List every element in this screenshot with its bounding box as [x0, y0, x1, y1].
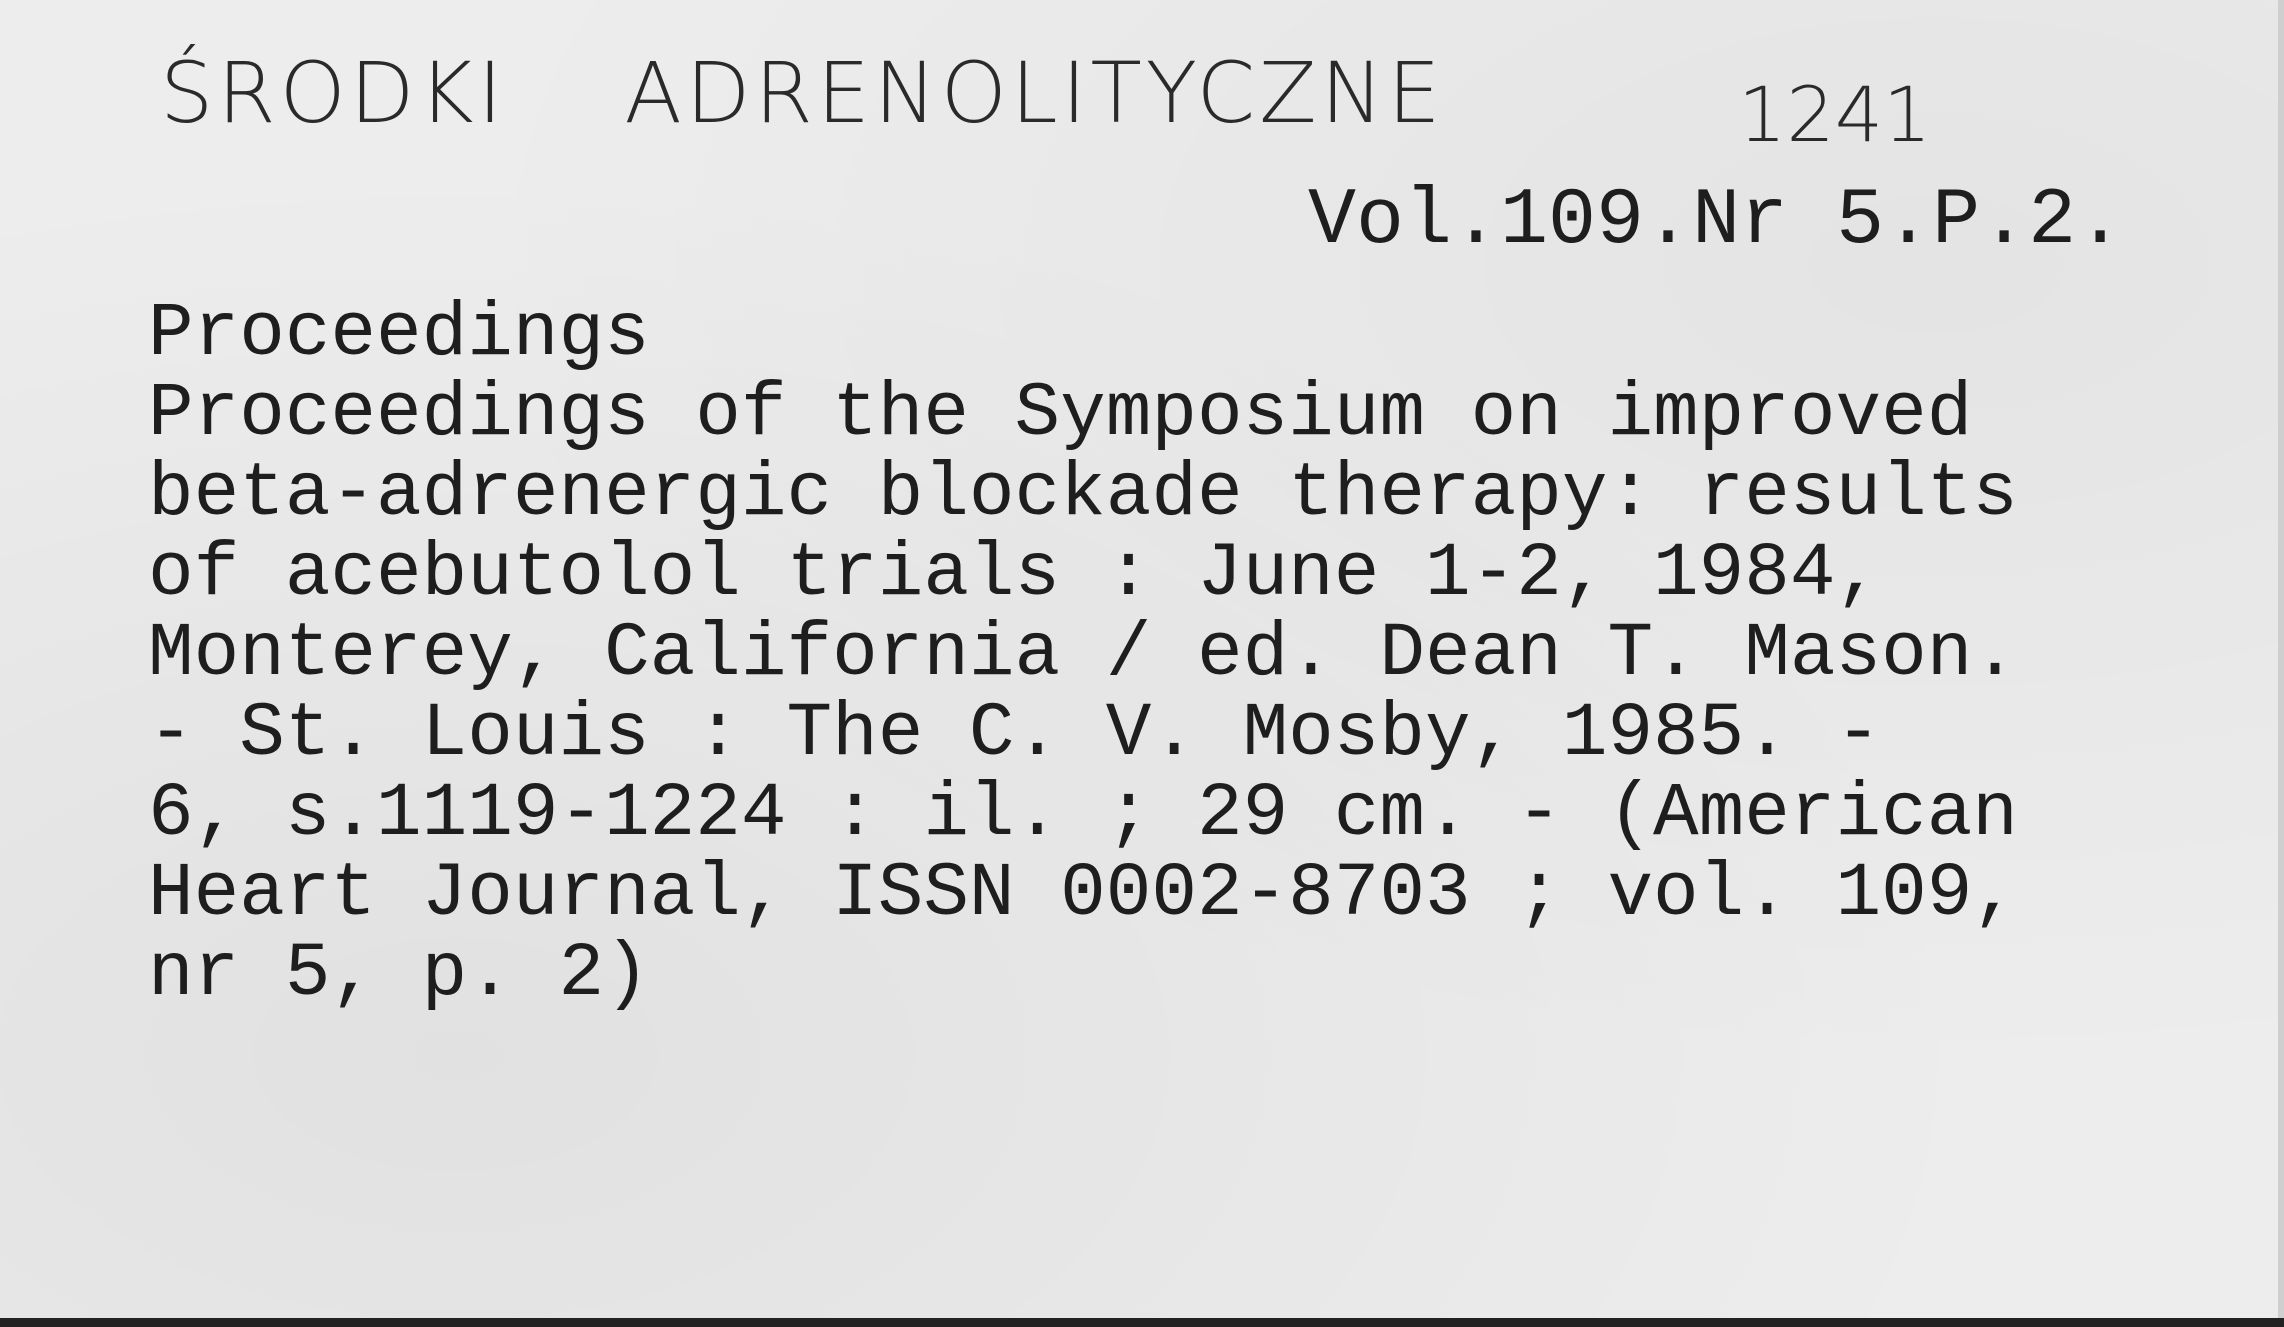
- description-line: - St. Louis : The C. V. Mosby, 1985. -: [148, 691, 1882, 777]
- description-line: Proceedings: [148, 291, 650, 377]
- volume-reference: Vol.109.Nr 5.P.2.: [1308, 176, 2125, 267]
- subject-heading-word2: ADRENOLITYCZNE: [624, 44, 1445, 142]
- bibliographic-description: [148, 291, 2018, 1017]
- description-line: Monterey, California / ed. Dean T. Mason.: [148, 611, 2018, 697]
- card-bottom-edge: [0, 1318, 2284, 1327]
- description-line: Proceedings of the Symposium on improved: [148, 371, 1973, 457]
- description-line: Heart Journal, ISSN 0002-8703 ; vol. 109,: [148, 851, 2018, 937]
- subject-heading: [160, 44, 1445, 142]
- description-line: beta-adrenergic blockade therapy: results: [148, 451, 2018, 537]
- subject-heading-word1: ŚRODKI: [160, 44, 507, 142]
- record-number: 1241: [1738, 70, 1932, 159]
- description-line: nr 5, p. 2): [148, 931, 650, 1017]
- description-line: 6, s.1119-1224 : il. ; 29 cm. - (American: [148, 771, 2018, 857]
- description-line: of acebutolol trials : June 1-2, 1984,: [148, 531, 1882, 617]
